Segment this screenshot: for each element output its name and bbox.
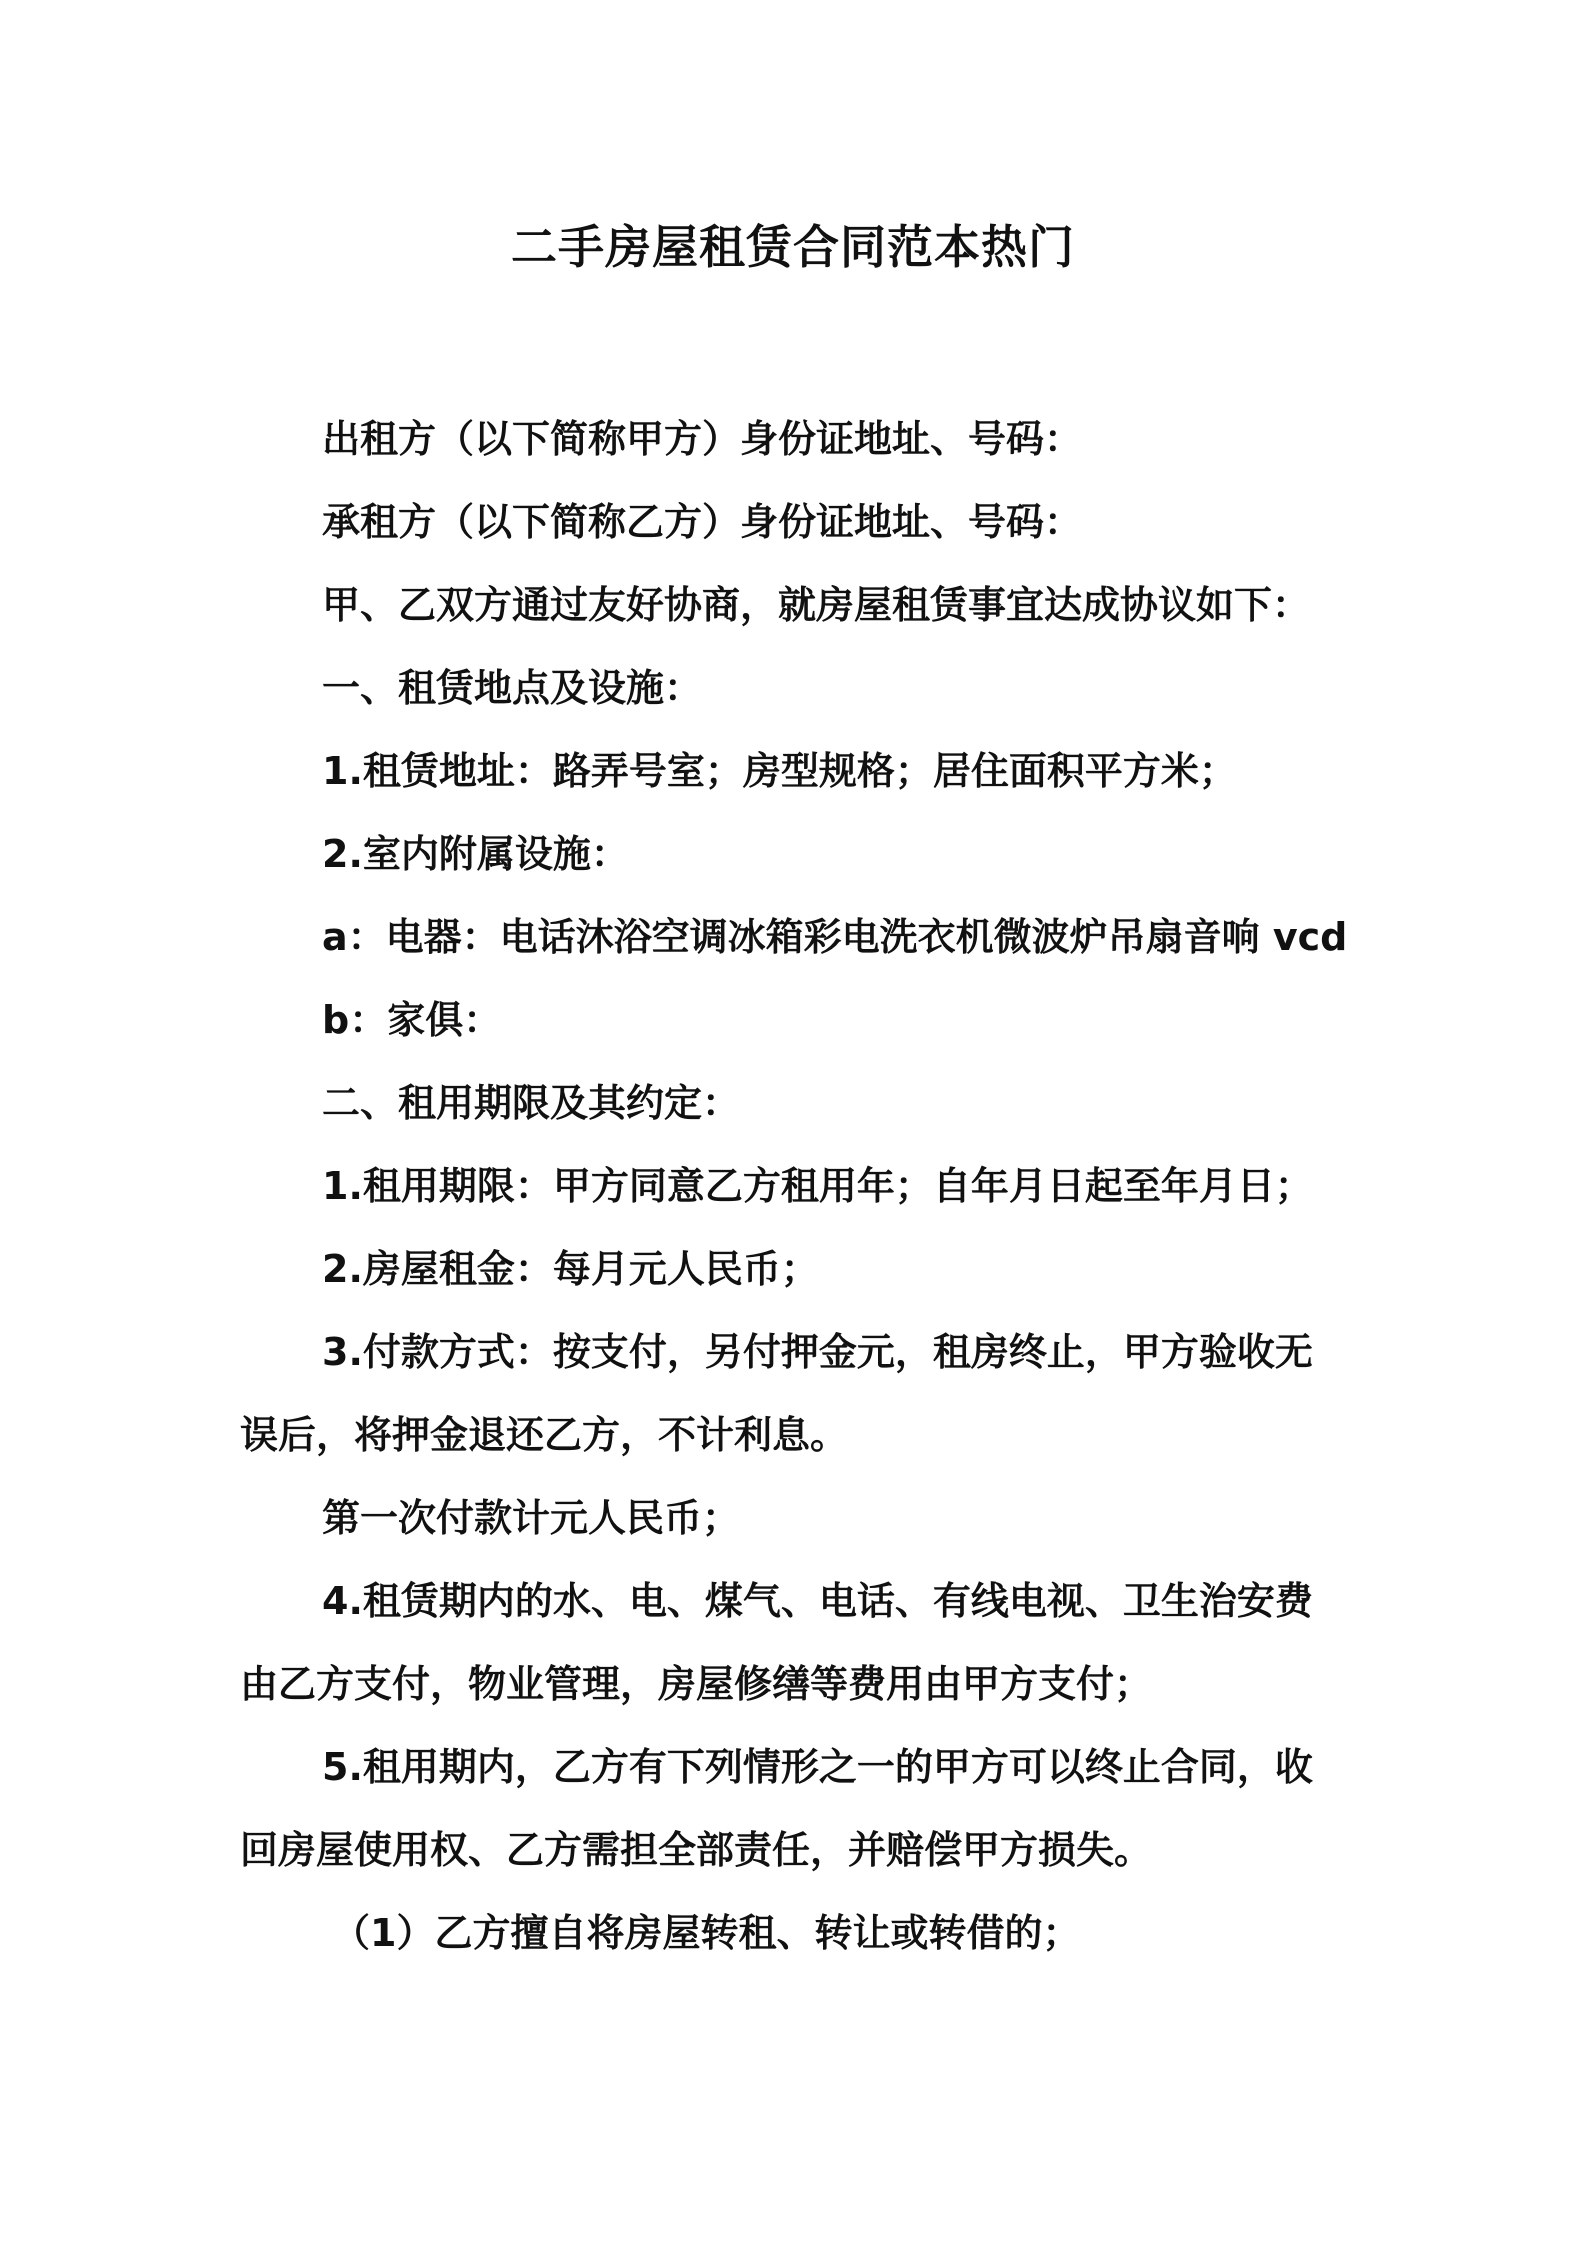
paragraph-lessee: 承租方（以下简称乙方）身份证地址、号码：: [322, 500, 1083, 544]
clause-rent: 2.房屋租金：每月元人民币；: [322, 1247, 819, 1291]
clause-facilities: 2.室内附属设施：: [322, 832, 629, 876]
section-heading-term: 二、租用期限及其约定：: [322, 1081, 741, 1125]
clause-lease-term: 1.租用期限：甲方同意乙方租用年；自年月日起至年月日；: [322, 1164, 1313, 1208]
clause-appliances: a：电器：电话沐浴空调冰箱彩电洗衣机微波炉吊扇音响 vcd: [322, 915, 1348, 959]
document-body: [240, 398, 1355, 1975]
paragraph-lessor: 出租方（以下简称甲方）身份证地址、号码：: [322, 417, 1083, 461]
paragraph-agreement-intro: 甲、乙双方通过友好协商，就房屋租赁事宜达成协议如下：: [322, 583, 1311, 627]
clause-termination-line2: 回房屋使用权、乙方需担全部责任，并赔偿甲方损失。: [240, 1828, 1153, 1872]
section-heading-location: 一、租赁地点及设施：: [322, 666, 703, 710]
clause-utilities-line2: 由乙方支付，物业管理，房屋修缮等费用由甲方支付；: [240, 1662, 1153, 1706]
clause-payment-line1: 3.付款方式：按支付，另付押金元，租房终止，甲方验收无: [322, 1330, 1313, 1374]
clause-furniture: b：家俱：: [322, 998, 502, 1042]
clause-payment-line2: 误后，将押金退还乙方，不计利息。: [240, 1413, 849, 1457]
document-title: 二手房屋租赁合同范本热门: [511, 220, 1075, 274]
clause-first-payment: 第一次付款计元人民币；: [322, 1496, 741, 1540]
clause-sublease: （1）乙方擅自将房屋转租、转让或转借的；: [332, 1911, 1081, 1955]
clause-termination-line1: 5.租用期内，乙方有下列情形之一的甲方可以终止合同，收: [322, 1745, 1313, 1789]
clause-utilities-line1: 4.租赁期内的水、电、煤气、电话、有线电视、卫生治安费: [322, 1579, 1313, 1623]
clause-address: 1.租赁地址：路弄号室；房型规格；居住面积平方米；: [322, 749, 1237, 793]
